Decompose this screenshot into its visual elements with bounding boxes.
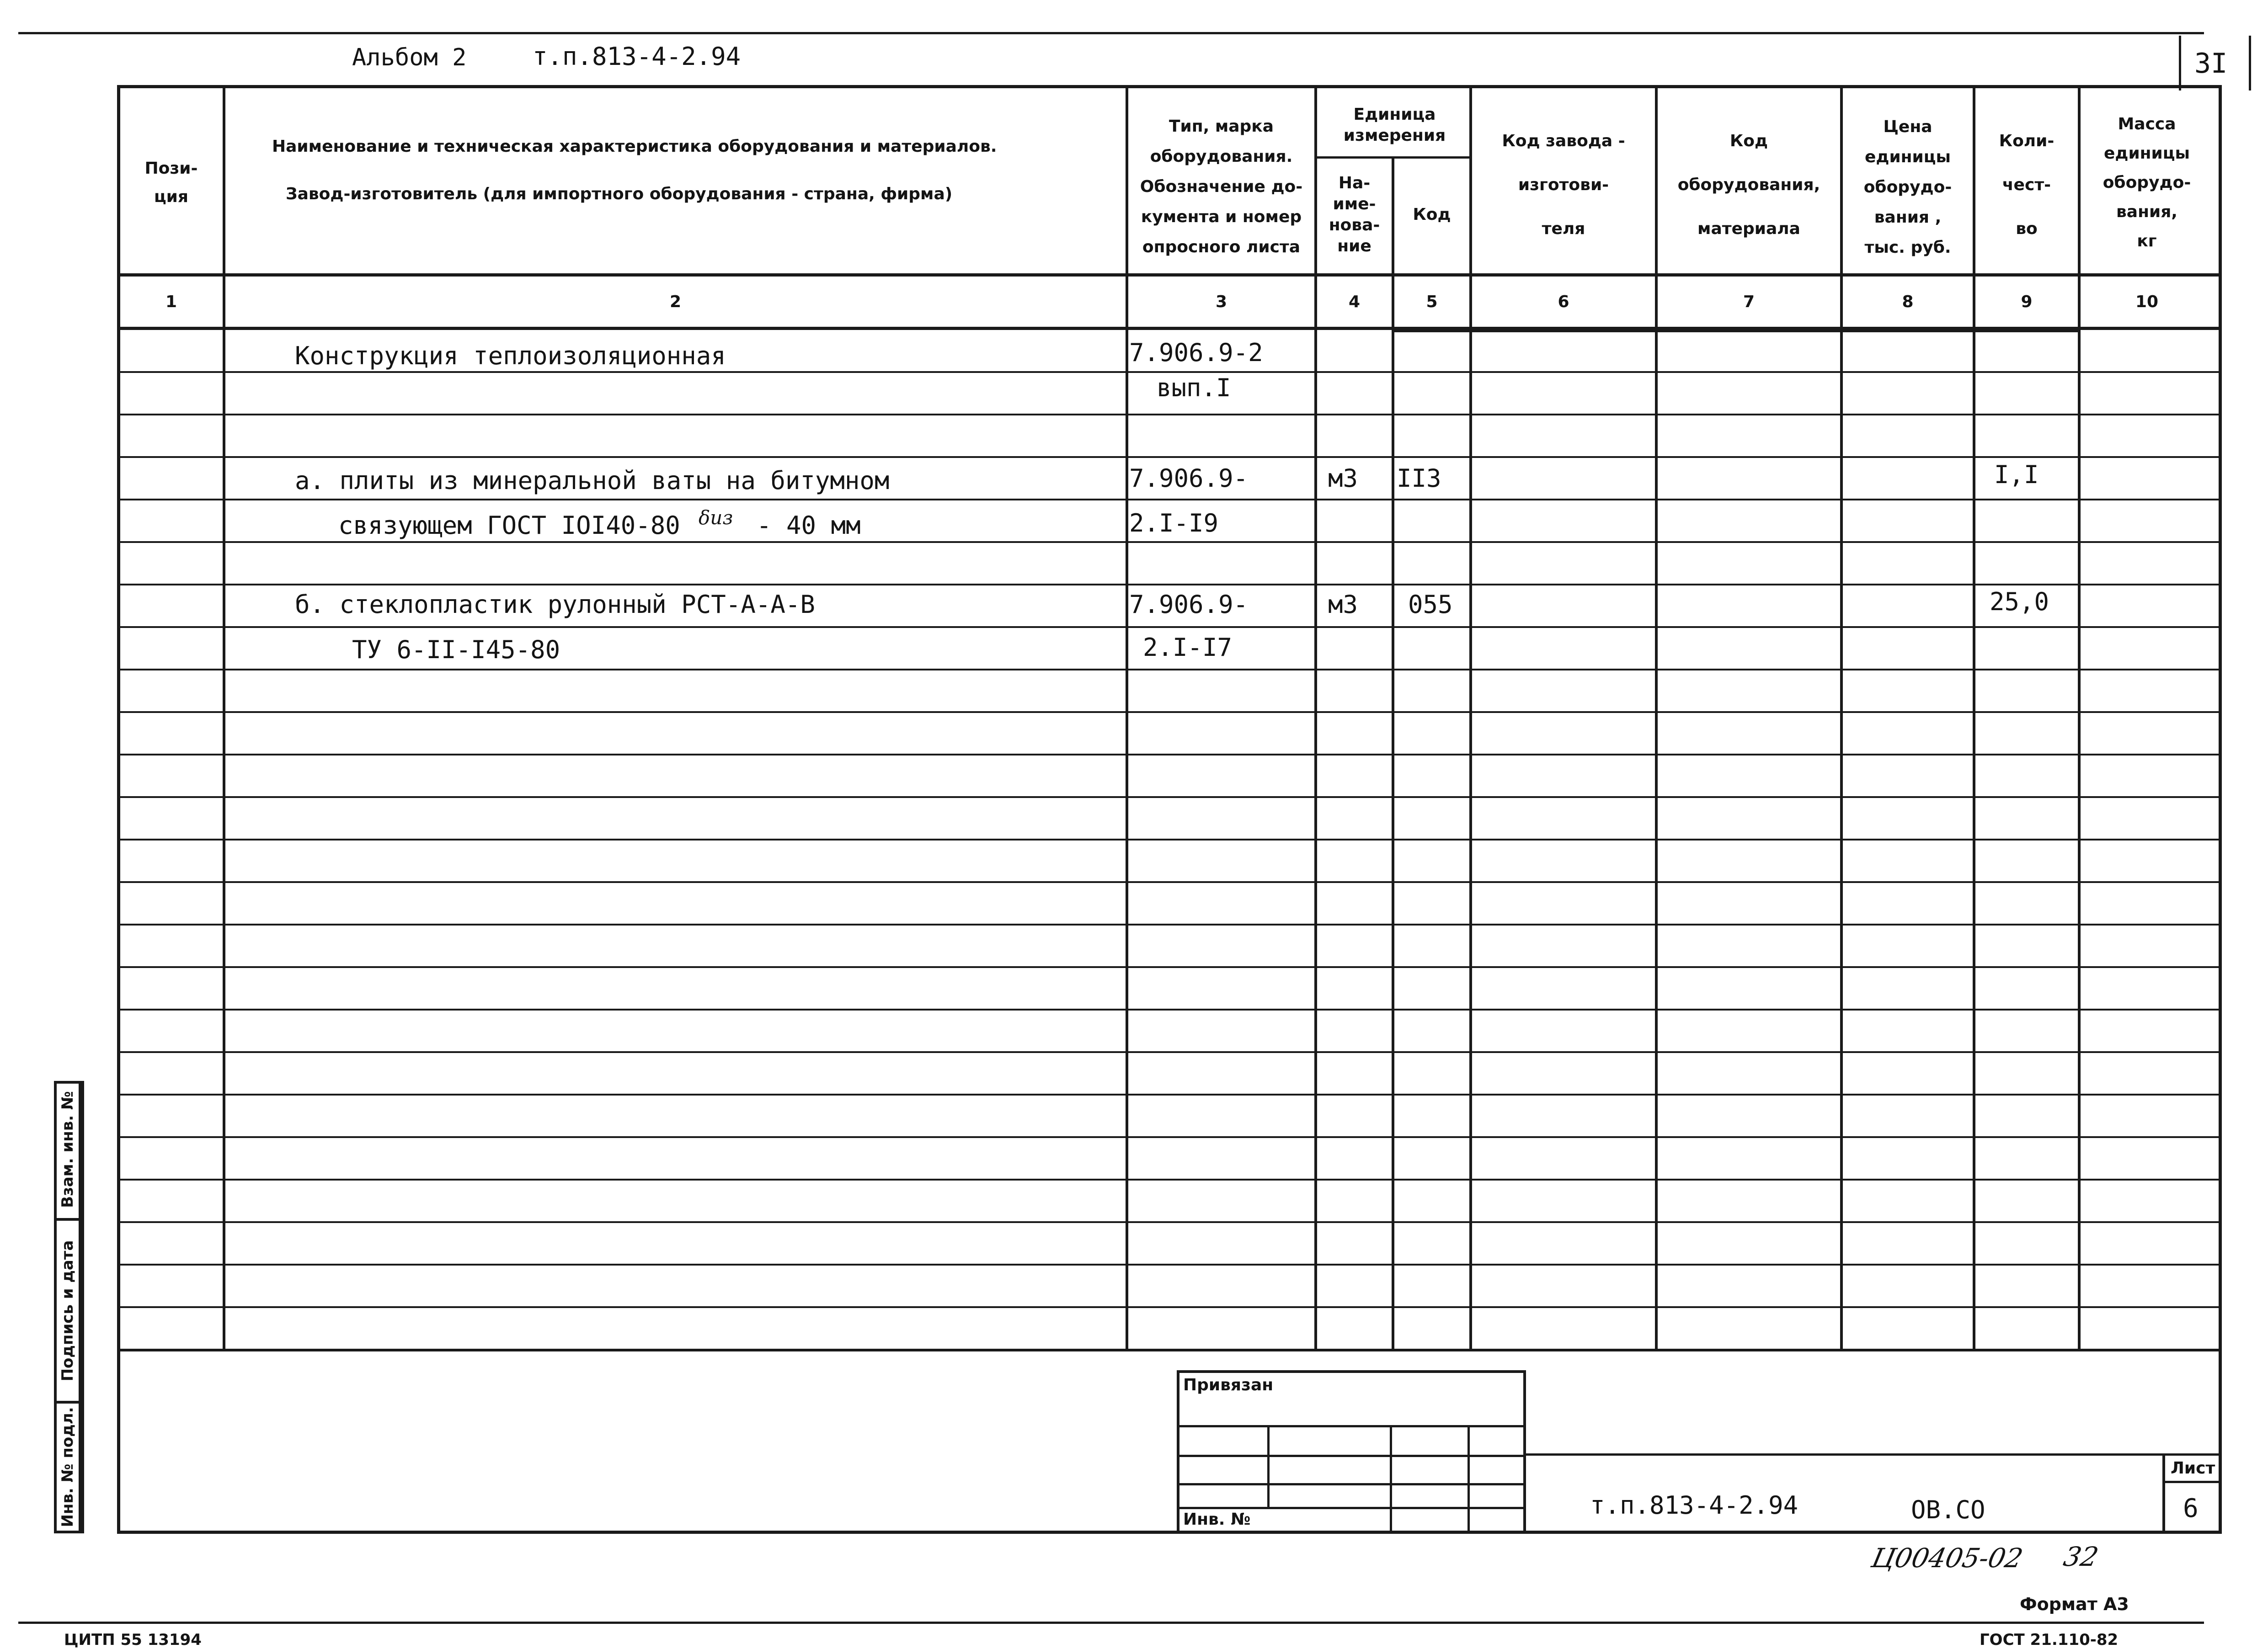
row-doc: 2.I-I9: [1129, 509, 1219, 537]
inner-box-frame: [1392, 330, 2081, 1351]
row-doc: 7.906.9-: [1129, 464, 1249, 493]
row-rule: [117, 1094, 2222, 1096]
header-type-doc: Тип, марка оборудования. Обозначение до- кумента и номер опросного листа: [1140, 117, 1303, 256]
row-rule: [117, 1179, 2222, 1181]
row-rule: [117, 1264, 2222, 1266]
row-rule: [117, 414, 2222, 415]
header-unit-group: Единица измерения: [1343, 105, 1446, 145]
row-rule: [117, 881, 2222, 883]
title-block-rule: [1526, 1453, 2222, 1456]
header-bottom-rule: [117, 273, 2222, 277]
col-number-10: 10: [2135, 292, 2159, 311]
side-stamp-divider: [54, 1218, 81, 1221]
album-label: Альбом 2: [352, 44, 467, 71]
col-number-1: 1: [165, 292, 177, 311]
privyazan-label: Привязан: [1183, 1376, 1274, 1394]
privyazan-rule: [1177, 1425, 1526, 1427]
side-label-vzam: Взам. инв. №: [59, 1091, 77, 1208]
project-code-top: т.п.813-4-2.94: [533, 42, 741, 71]
row-doc: 7.906.9-: [1129, 590, 1249, 619]
side-label-inv-podl: Инв. № подл.: [59, 1407, 77, 1527]
row-rule: [117, 456, 2222, 458]
row-doc: 2.I-I7: [1143, 633, 1233, 662]
archive-sheet: 32: [2060, 1541, 2102, 1572]
privyazan-col: [1390, 1425, 1392, 1533]
row-rule: [117, 669, 2222, 670]
row-rule: [117, 924, 2222, 926]
header-name-line1: Наименование и техническая характеристика оборудования и материалов.: [272, 137, 997, 156]
header-unit-mass: Масса единицы оборудо- вания, кг: [2103, 115, 2191, 250]
row-name-tail: - 40 мм: [757, 511, 861, 540]
row-rule: [117, 754, 2222, 755]
col-number-7: 7: [1743, 292, 1755, 311]
row-rule: [117, 371, 2222, 373]
col-line-2: [1126, 85, 1128, 1351]
row-name: а. плиты из минеральной ваты на битумном: [295, 466, 890, 495]
privyazan-col: [1267, 1425, 1270, 1507]
row-name: б. стеклопластик рулонный РСТ-А-А-В: [295, 590, 815, 619]
col-number-2: 2: [669, 292, 682, 311]
top-rule: [18, 32, 2204, 34]
header-name-line2: Завод-изготовитель (для импортного оборудования - страна, фирма): [286, 185, 953, 203]
col-number-9: 9: [2021, 292, 2033, 311]
row-rule: [117, 796, 2222, 798]
col-number-6: 6: [1558, 292, 1569, 311]
row-name: ТУ 6-II-I45-80: [352, 635, 560, 664]
row-rule: [117, 1136, 2222, 1138]
row-unit: м3: [1328, 590, 1358, 619]
row-rule: [117, 584, 2222, 585]
title-block-section: ОВ.СО: [1911, 1495, 1985, 1524]
header-quantity: Коли- чест- во: [1999, 132, 2055, 238]
row-rule: [117, 626, 2222, 628]
row-rule: [117, 1051, 2222, 1053]
inv-no-label: Инв. №: [1183, 1510, 1251, 1529]
col-number-4: 4: [1348, 292, 1361, 311]
row-rule: [117, 1009, 2222, 1011]
side-label-podpis: Подпись и дата: [59, 1240, 77, 1382]
sheet-number: 6: [2183, 1494, 2199, 1523]
page-number: 3I: [2194, 48, 2228, 80]
header-factory-code: Код завода - изготови- теля: [1502, 132, 1625, 238]
row-rule: [117, 711, 2222, 713]
col-number-3: 3: [1215, 292, 1227, 311]
col-number-8: 8: [1902, 292, 1914, 311]
row-name-script: δиз: [699, 506, 733, 529]
privyazan-col: [1468, 1425, 1470, 1533]
row-doc: 7.906.9-2: [1129, 338, 1263, 367]
title-block-code: т.п.813-4-2.94: [1590, 1491, 1798, 1520]
row-name: связующем ГОСТ IOI40-80: [338, 511, 680, 540]
row-unit: м3: [1328, 464, 1358, 493]
col-line-1: [223, 85, 225, 1351]
row-rule: [117, 839, 2222, 840]
footer-right-code: ГОСТ 21.110-82: [1980, 1631, 2119, 1649]
col-line-3: [1314, 85, 1317, 1351]
privyazan-rule: [1177, 1483, 1526, 1485]
row-rule: [117, 1306, 2222, 1308]
privyazan-rule: [1177, 1455, 1526, 1457]
table-bottom-rule: [117, 1349, 2222, 1351]
footer-left-code: ЦИТП 55 13194: [64, 1631, 202, 1649]
row-qty: I,I: [1994, 460, 2039, 489]
header-position: Пози- ция: [144, 159, 198, 206]
header-unit-code: Код: [1413, 205, 1451, 224]
side-stamp-inner: [81, 1081, 84, 1533]
numbers-bottom-rule: [117, 327, 2222, 330]
bottom-rule: [18, 1622, 2204, 1624]
privyazan-rule: [1177, 1507, 1526, 1509]
row-code: 055: [1408, 590, 1453, 619]
header-unit-price: Цена единицы оборудо- вания , тыс. руб.: [1863, 117, 1952, 257]
row-name: Конструкция теплоизоляционная: [295, 341, 726, 370]
format-label: Формат А3: [2020, 1594, 2129, 1614]
row-rule: [117, 966, 2222, 968]
col-number-5: 5: [1426, 292, 1438, 311]
header-equipment-code: Код оборудования, материала: [1677, 132, 1820, 238]
row-rule: [117, 541, 2222, 543]
row-doc: вып.I: [1157, 373, 1231, 402]
row-qty: 25,0: [1990, 587, 2049, 616]
header-unit-name: На- име- нова- ние: [1329, 174, 1380, 255]
row-code: II3: [1397, 464, 1441, 493]
sheet-label: Лист: [2171, 1459, 2215, 1478]
sheet-number-rule: [2162, 1481, 2222, 1483]
row-rule: [117, 499, 2222, 500]
row-rule: [117, 1221, 2222, 1223]
archive-number: Ц00405-02: [1868, 1543, 2026, 1574]
